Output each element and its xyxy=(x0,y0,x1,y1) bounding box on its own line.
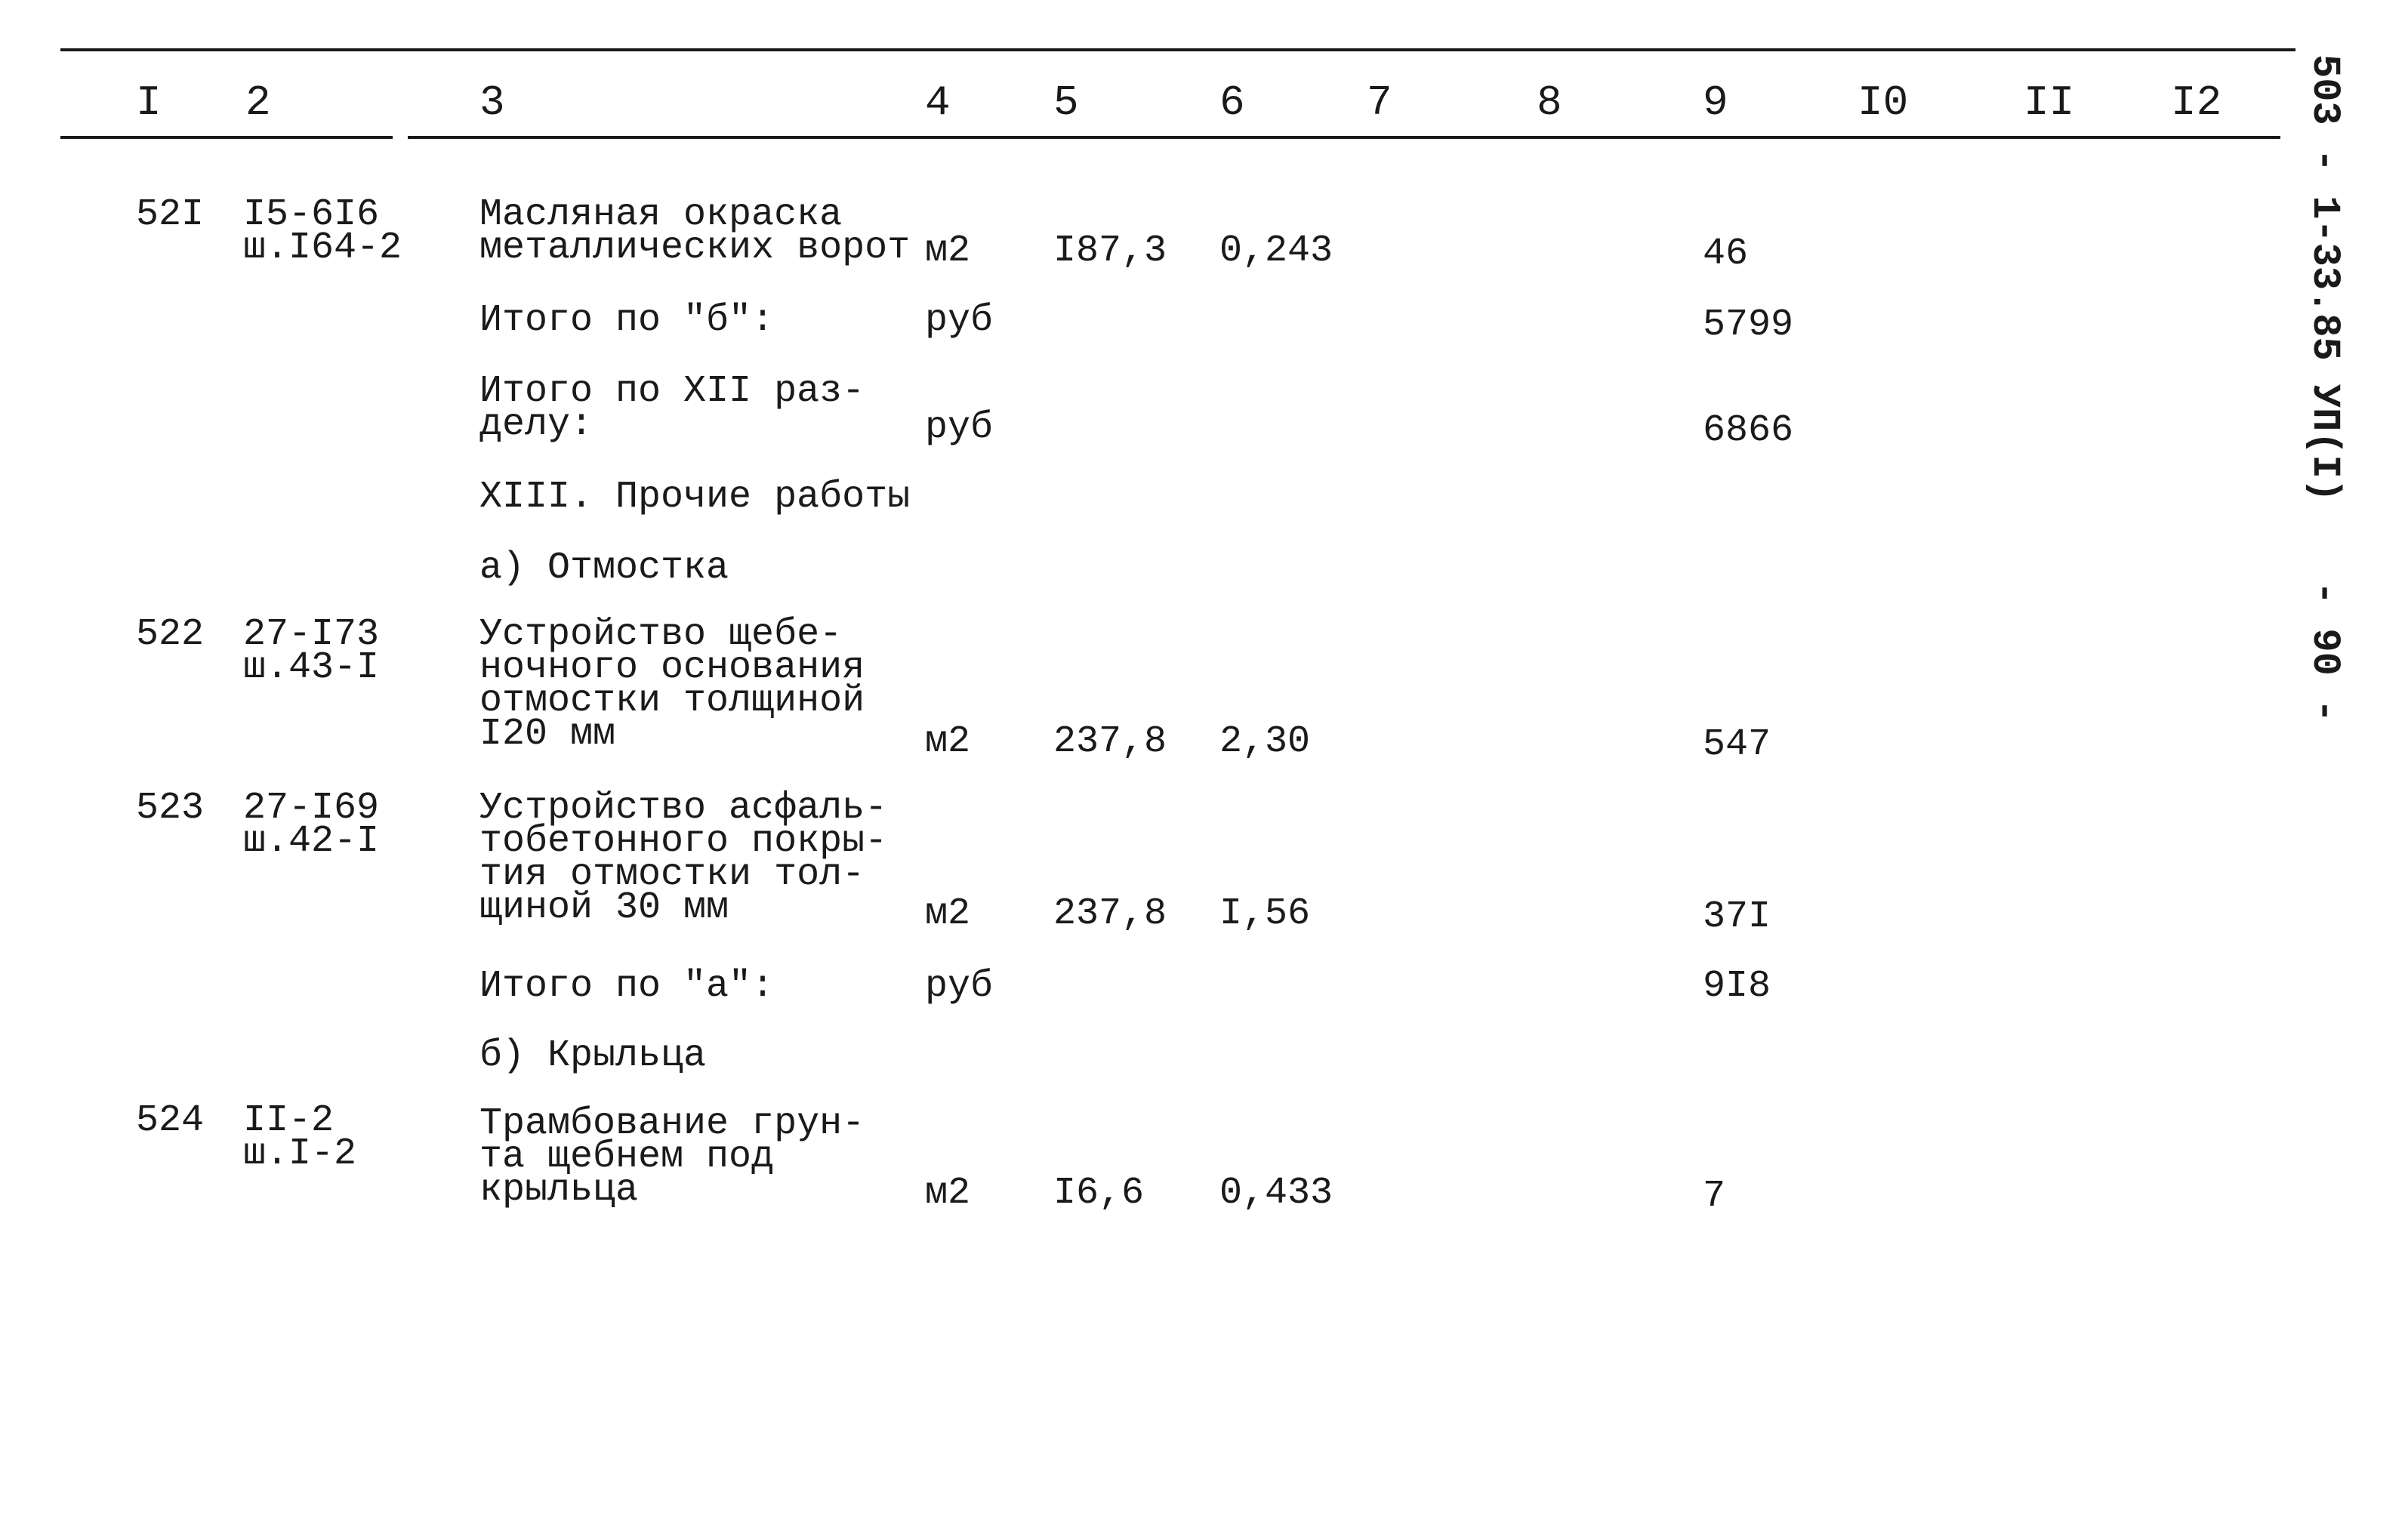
quantity: I6,6 xyxy=(1053,1172,1145,1215)
total-cost: 37I xyxy=(1703,895,1771,938)
norm-code: I5-6I6 xyxy=(243,193,380,236)
column-header: 4 xyxy=(925,79,951,127)
work-description: тия отмостки тол- xyxy=(479,853,865,896)
total-cost: 46 xyxy=(1703,233,1749,276)
unit: м2 xyxy=(925,892,971,935)
norm-code: 27-I73 xyxy=(243,613,380,656)
unit: руб xyxy=(925,965,994,1008)
total-cost: 547 xyxy=(1703,723,1771,766)
quantity: 237,8 xyxy=(1053,892,1167,935)
work-description: тобетонного покры- xyxy=(479,820,888,863)
unit: м2 xyxy=(925,230,971,273)
column-header: 9 xyxy=(1703,79,1728,127)
subsection-heading: а) Отмостка xyxy=(479,547,729,590)
work-description: отмостки толщиной xyxy=(479,679,865,723)
column-header: I xyxy=(136,79,162,127)
column-header: 3 xyxy=(479,79,505,127)
work-description: Трамбование грун- xyxy=(479,1102,865,1145)
total-cost: 7 xyxy=(1703,1175,1726,1218)
norm-code: 27-I69 xyxy=(243,787,380,830)
unit: м2 xyxy=(925,720,971,763)
norm-code: ш.42-I xyxy=(243,820,380,863)
quantity: 237,8 xyxy=(1053,720,1167,763)
row-number: 52I xyxy=(136,193,205,236)
work-description: ночного основания xyxy=(479,646,865,689)
header-rule-right xyxy=(408,136,2280,139)
column-header: 5 xyxy=(1053,79,1079,127)
header-rule-left xyxy=(60,136,393,139)
work-description: щиной 30 мм xyxy=(479,886,729,929)
work-description: Устройство щебе- xyxy=(479,613,843,656)
unit-rate: 0,433 xyxy=(1219,1172,1333,1215)
work-description: Масляная окраска xyxy=(479,193,843,236)
column-header: 6 xyxy=(1219,79,1245,127)
norm-code: ш.I-2 xyxy=(243,1132,357,1176)
unit: руб xyxy=(925,299,994,342)
work-description: I20 мм xyxy=(479,713,616,756)
column-header: II xyxy=(2024,79,2075,127)
column-header: 8 xyxy=(1537,79,1562,127)
norm-code: ш.43-I xyxy=(243,646,380,689)
quantity: I87,3 xyxy=(1053,230,1167,273)
norm-code: ш.I64-2 xyxy=(243,226,402,270)
document-code: 503 - 1-33.85 УП(I) xyxy=(2302,54,2347,502)
column-header: 7 xyxy=(1367,79,1392,127)
unit: руб xyxy=(925,406,994,449)
column-header: I0 xyxy=(1858,79,1909,127)
norm-code: II-2 xyxy=(243,1099,335,1142)
section-heading: XIII. Прочие работы xyxy=(479,476,911,519)
row-number: 523 xyxy=(136,787,205,830)
subtotal-label: Итого по "а": xyxy=(479,965,775,1008)
unit-rate: I,56 xyxy=(1219,892,1311,935)
column-header: 2 xyxy=(245,79,271,127)
total-cost: 6866 xyxy=(1703,409,1794,452)
work-description: металлических ворот xyxy=(479,226,911,270)
subtotal-label: Итого по "б": xyxy=(479,299,775,342)
total-cost: 5799 xyxy=(1703,304,1794,347)
work-description: Устройство асфаль- xyxy=(479,787,888,830)
unit-rate: 0,243 xyxy=(1219,230,1333,273)
row-number: 522 xyxy=(136,613,205,656)
subsection-heading: б) Крыльца xyxy=(479,1034,707,1077)
work-description: та щебнем под xyxy=(479,1135,775,1179)
column-header: I2 xyxy=(2171,79,2222,127)
subtotal-label: Итого по XII раз- xyxy=(479,370,865,413)
work-description: крыльца xyxy=(479,1169,639,1212)
top-rule xyxy=(60,48,2295,51)
total-cost: 9I8 xyxy=(1703,965,1771,1008)
row-number: 524 xyxy=(136,1099,205,1142)
unit-rate: 2,30 xyxy=(1219,720,1311,763)
unit: м2 xyxy=(925,1172,971,1215)
page-number: - 90 - xyxy=(2302,581,2347,723)
subtotal-label: делу: xyxy=(479,403,594,446)
